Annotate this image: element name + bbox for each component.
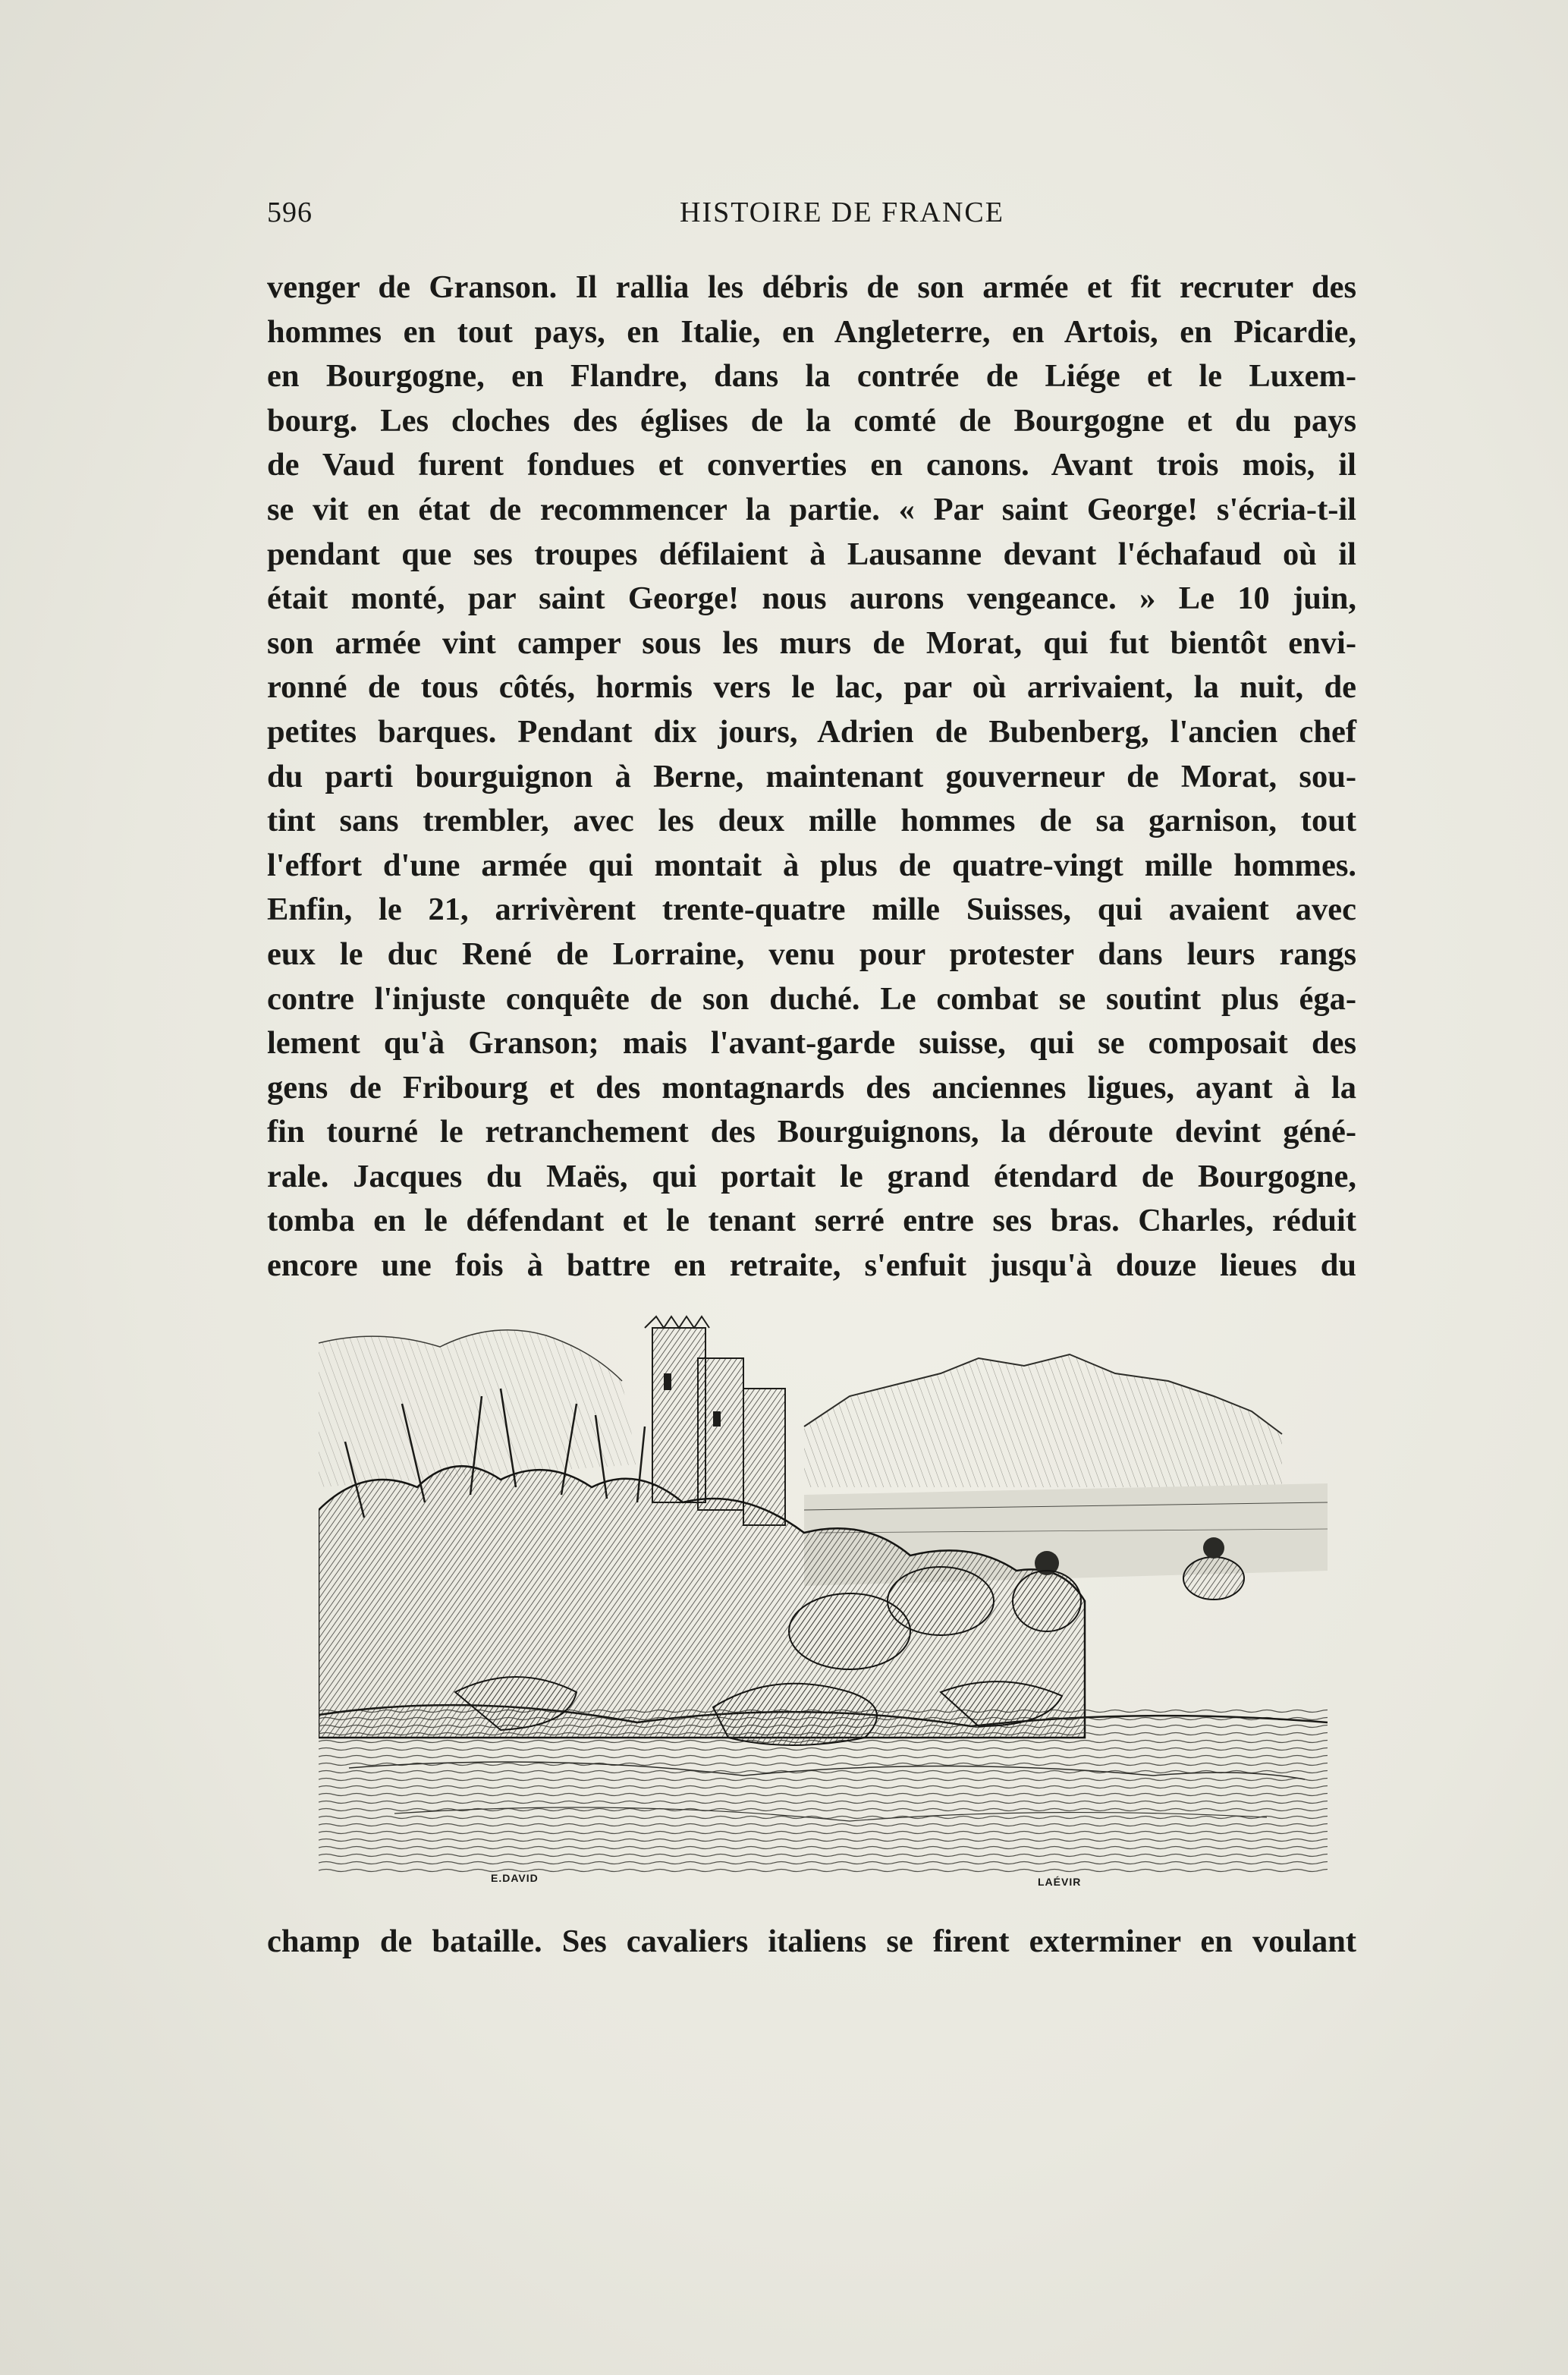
text-line: tomba en le défendant et le tenant serré entre ses bras. Charles, réduit xyxy=(267,1203,1356,1239)
text-line: en Bourgogne, en Flandre, dans la contrée de Liége et le Luxem- xyxy=(267,358,1356,395)
text-line: lement qu'à Granson; mais l'avant-garde suisse, qui se composait des xyxy=(267,1025,1356,1062)
text-line: de Vaud furent fondues et converties en canons. Avant trois mois, il xyxy=(267,447,1356,483)
engraver-credit-right: LAÉVIR xyxy=(1038,1876,1082,1888)
text-line: Enfin, le 21, arrivèrent trente-quatre mille Suisses, qui avaient avec xyxy=(267,892,1356,928)
engraver-credit-left: E.DAVID xyxy=(491,1872,539,1884)
text-line: fin tourné le retranchement des Bourguignons, la déroute devint géné- xyxy=(267,1114,1356,1150)
text-line: l'effort d'une armée qui montait à plus de quatre-vingt mille hommes. xyxy=(267,847,1356,883)
text-line: pendant que ses troupes défilaient à Lausanne devant l'échafaud où il xyxy=(267,536,1356,572)
text-line: venger de Granson. Il rallia les débris de son armée et fit recruter des xyxy=(267,269,1356,305)
text-line: était monté, par saint George! nous aurons vengeance. » Le 10 juin, xyxy=(267,580,1356,617)
engraving-image xyxy=(319,1313,1328,1874)
text-line: du parti bourguignon à Berne, maintenant gouverneur de Morat, sou- xyxy=(267,758,1356,794)
text-line: gens de Fribourg et des montagnards des anciennes ligues, ayant à la xyxy=(267,1069,1356,1106)
text-line: encore une fois à battre en retraite, s'enfuit jusqu'à douze lieues du xyxy=(267,1247,1356,1284)
page-number: 596 xyxy=(267,197,313,228)
text-line: eux le duc René de Lorraine, venu pour protester dans leurs rangs xyxy=(267,936,1356,972)
page-header xyxy=(267,196,1356,234)
text-line: ronné de tous côtés, hormis vers le lac, par où arrivaient, la nuit, de xyxy=(267,669,1356,706)
text-line: se vit en état de recommencer la partie. « Par saint George! s'écria-t-il xyxy=(267,491,1356,527)
text-line: rale. Jacques du Maës, qui portait le grand étendard de Bourgogne, xyxy=(267,1158,1356,1194)
battle-engraving xyxy=(319,1313,1328,1874)
body-text xyxy=(267,266,1356,1288)
continuation-line: champ de bataille. Ses cavaliers italiens se firent exterminer en voulant xyxy=(267,1924,1356,1959)
text-line: contre l'injuste conquête de son duché. Le combat se soutint plus éga- xyxy=(267,980,1356,1017)
text-line: petites barques. Pendant dix jours, Adrien de Bubenberg, l'ancien chef xyxy=(267,713,1356,750)
text-line: tint sans trembler, avec les deux mille hommes de sa garnison, tout xyxy=(267,803,1356,839)
running-title: HISTOIRE DE FRANCE xyxy=(680,197,1004,228)
text-line: hommes en tout pays, en Italie, en Angleterre, en Artois, en Picardie, xyxy=(267,313,1356,350)
text-line: bourg. Les cloches des églises de la comté de Bourgogne et du pays xyxy=(267,402,1356,439)
text-line: son armée vint camper sous les murs de Morat, qui fut bientôt envi- xyxy=(267,624,1356,661)
